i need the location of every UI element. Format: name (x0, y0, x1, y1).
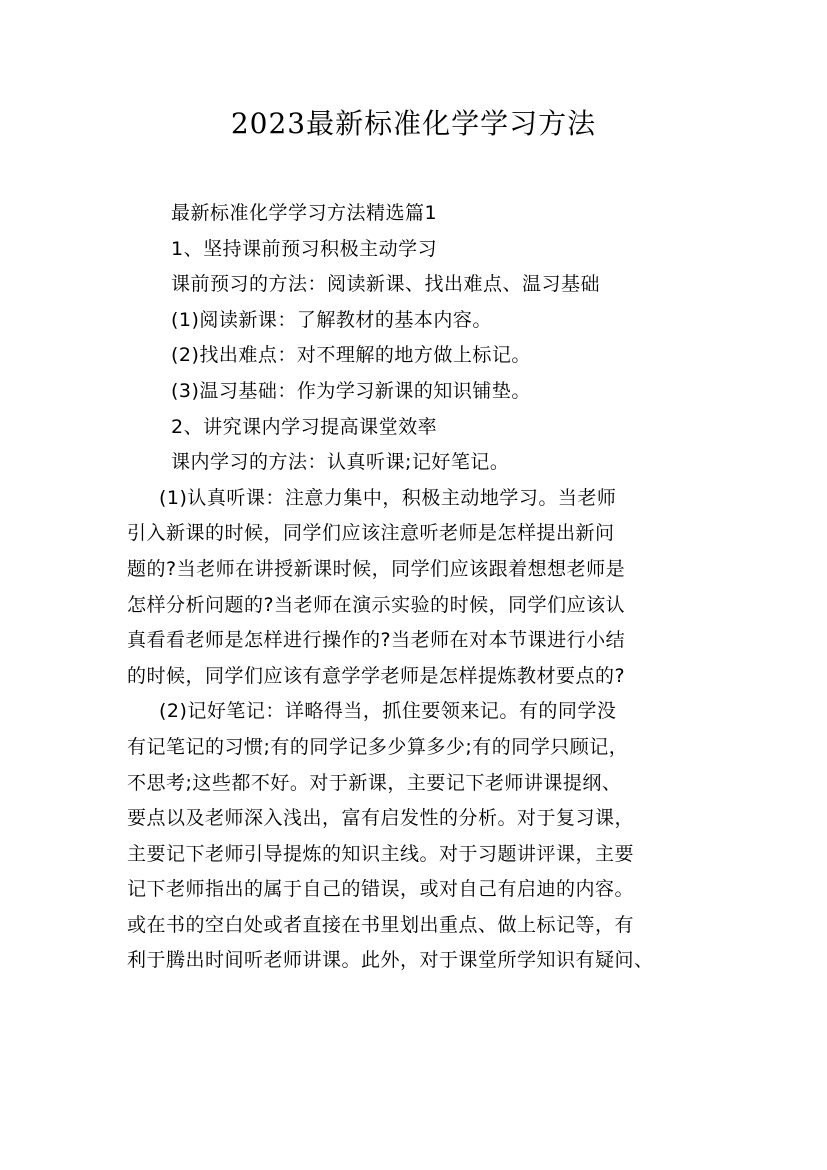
document-body (127, 196, 713, 979)
paragraph-line: 怎样分析问题的?当老师在演示实验的时候，同学们应该认 (127, 593, 626, 616)
paragraph-line: 课前预习的方法：阅读新课、找出难点、温习基础 (171, 273, 601, 296)
paragraph-line: 利于腾出时间听老师讲课。此外，对于课堂所学知识有疑问、 (127, 949, 654, 972)
paragraph-line: 题的?当老师在讲授新课时候，同学们应该跟着想想老师是 (127, 557, 626, 580)
document-title: 2023最新标准化学学习方法 (230, 107, 597, 140)
paragraph-line: (1)认真听课：注意力集中，积极主动地学习。当老师 (159, 486, 617, 509)
paragraph-line: 不思考;这些都不好。对于新课，主要记下老师讲课提纲、 (127, 771, 622, 794)
section-heading: 最新标准化学学习方法精选篇1 (171, 202, 438, 224)
paragraph-line: 或在书的空白处或者直接在书里划出重点、做上标记等，有 (127, 913, 635, 936)
paragraph-line: 有记笔记的习惯;有的同学记多少算多少;有的同学只顾记， (127, 735, 629, 758)
list-item: (2)找出难点：对不理解的地方做上标记。 (171, 344, 531, 367)
paragraph-line: 真看看老师是怎样进行操作的?当老师在对本节课进行小结 (127, 629, 626, 652)
paragraph-line: 要点以及老师深入浅出，富有启发性的分析。对于复习课， (127, 807, 635, 830)
numbered-heading: 2、讲究课内学习提高课堂效率 (171, 415, 438, 438)
paragraph-line: 的时候，同学们应该有意学学老师是怎样提炼教材要点的? (127, 664, 626, 687)
numbered-heading: 1、坚持课前预习积极主动学习 (171, 237, 438, 260)
list-item: (3)温习基础：作为学习新课的知识铺垫。 (171, 379, 531, 402)
paragraph-line: 引入新课的时候，同学们应该注意听老师是怎样提出新问 (127, 522, 615, 545)
paragraph-line: 主要记下老师引导提炼的知识主线。对于习题讲评课，主要 (127, 842, 635, 865)
paragraph-line: 记下老师指出的属于自己的错误，或对自己有启迪的内容。 (127, 878, 635, 901)
paragraph-line: (2)记好笔记：详略得当，抓住要领来记。有的同学没 (159, 700, 617, 723)
list-item: (1)阅读新课：了解教材的基本内容。 (171, 308, 492, 331)
paragraph-line: 课内学习的方法：认真听课;记好笔记。 (171, 451, 510, 474)
